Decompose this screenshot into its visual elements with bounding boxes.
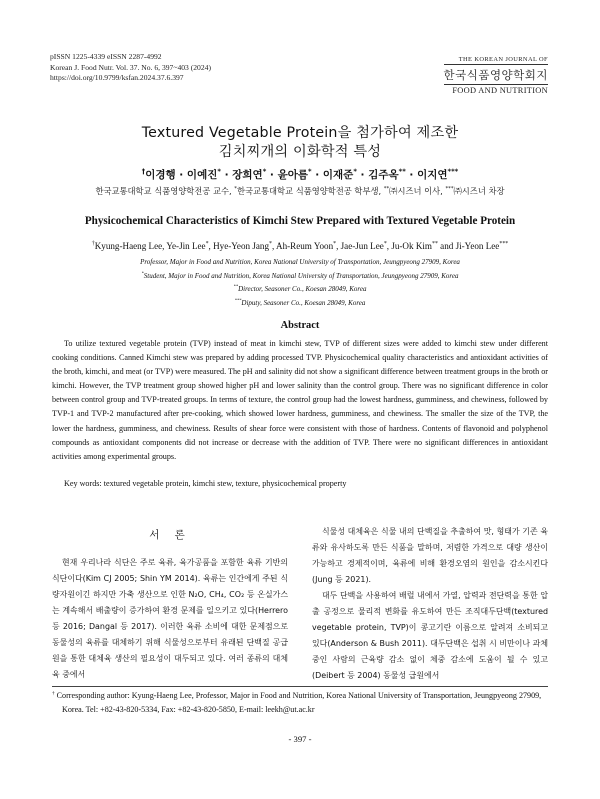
paper-title-en: Physicochemical Characteristics of Kimchi Stew Prepared with Textured Vegetable Protein [84, 215, 516, 227]
keywords: Key words: textured vegetable protein, kimchi stew, texture, physicochemical property [64, 479, 347, 488]
journal-logo [444, 56, 548, 95]
author-mark: *** [447, 167, 459, 176]
paper-title-ko [0, 124, 600, 162]
author-name: and Ji-Yeon Lee [437, 241, 500, 251]
author-name: · 김주옥 [356, 169, 399, 181]
intro-left-column [52, 555, 288, 683]
affil-mark: * [141, 270, 144, 276]
affil-en-line [0, 270, 600, 284]
author-names: Kyung-Haeng Lee, Ye-Jin Lee [94, 241, 206, 251]
affil-en-line [0, 283, 600, 297]
page-number: - 397 - [288, 734, 312, 744]
affil-mark: ** [233, 283, 239, 289]
affil-mark: * [234, 186, 237, 193]
footnote-text: Corresponding author: Kyung-Haeng Lee, Professor, Major in Food and Nutrition, Korea National University of Transportation, Jeungpyeong 27909, Korea. Tel: +82-43-820-5334, Fax: +82-43-820-5850, E-mail: leekh@ut.ac.kr [56, 691, 542, 714]
abstract-heading: Abstract [280, 320, 320, 331]
author-name: · 윤아름 [266, 169, 308, 181]
affil-text: Diputy, Seasoner Co., Koesan 28049, Korea [241, 298, 366, 307]
journal-name-en: THE KOREAN JOURNAL OF [444, 56, 548, 65]
affiliations-en [0, 256, 600, 310]
author-mark: * [383, 240, 387, 247]
abstract-body: To utilize textured vegetable protein (TVP) instead of meat in kimchi stew, TVP of different sizes were added to kimchi stew under different cooking conditions. Canned Kimchi stew was prepared by adding processed TVP. Physicochemical quality characteristics and antioxidant activities of the broth, kimchi, and meat (or TVP) were measured. The pH and salinity did not show a significant difference between treatment groups in the broth or kimchi. However, the TVP treatment group showed higher pH and lower salinity than the control group. There was no significant difference in color between control group and TVP-treated groups. In terms of texture, the control group had the lowest hardness, gumminess, and chewiness, followed by TVP-1 and TVP-2 manufactured after pre-cooking, which showed lower hardness, gumminess, and chewiness. The smaller the size of the TVP, the lower the hardness, gumminess, and chewiness. Results of shear force were consistent with those of hardness. Contents of flavonoid and polyphenol compounds as antioxidant components did not increase or decrease with the addition of TVP. There were no significant differences in antioxidant activities among experimental groups. [52, 339, 548, 461]
journal-name-ko: 한국식품영양학회지 [443, 68, 548, 82]
authors-ko [0, 167, 600, 182]
footnote-divider [52, 686, 548, 687]
affil-text: Director, Seasoner Co., Koesan 28049, Korea [238, 285, 367, 293]
citation-line: Korean J. Food Nutr. Vol. 37. No. 6, 397~403 (2024) [50, 62, 211, 72]
author-mark: † [141, 167, 146, 176]
affil-en-line [0, 297, 600, 311]
author-mark: * [205, 240, 209, 247]
journal-subtitle-en: FOOD AND NUTRITION [444, 84, 548, 95]
author-mark: * [217, 167, 221, 176]
affil-mark: *** [445, 186, 454, 193]
journal-info [50, 52, 211, 84]
affiliations-ko [0, 185, 600, 197]
author-name: , Ah-Reum Yoon [271, 241, 334, 251]
affil-text: ㈜시즈너 이사, [389, 186, 446, 196]
affil-text: 한국교통대학교 식품영양학전공 교수, [95, 186, 235, 196]
title-ko-line2: 김치찌개의 이화학적 특성 [218, 144, 382, 160]
author-name: · 이재준 [311, 169, 354, 181]
issn-line: pISSN 1225-4339 eISSN 2287-4992 [50, 52, 162, 61]
paragraph: 대두 단백을 사용하여 배럴 내에서 가열, 압력과 전단력을 통한 압출 공정으로 물리적 변화를 유도하여 만든 조직대두단백(textured vegetable protein, TVP)이 콩고기란 이름으로 알려져 소비되고 있다(Anderson & Bush 2011). 대두단백은 섭취 시 비만이나 과체중인 사람의 근육량 감소 없이 체중 감소에 도움이 될 수 있고(Deibert 등 2004) 동물성 급원에서 [312, 591, 548, 680]
affil-text: 한국교통대학교 식품영양학전공 학부생, [236, 186, 384, 196]
title-ko-line1: Textured Vegetable Protein을 첨가하여 제조한 [141, 125, 459, 141]
author-mark: * [262, 167, 267, 176]
author-mark: * [308, 167, 312, 176]
doi-link[interactable]: https://doi.org/10.9799/ksfan.2024.37.6.397 [50, 73, 184, 83]
affil-mark: *** [234, 297, 242, 303]
affil-mark: ** [383, 186, 390, 193]
author-name: , Ju-Ok Kim [386, 241, 432, 251]
author-name: · 이지연 [405, 169, 448, 181]
affil-text: ㈜시즈너 차장 [453, 186, 505, 196]
paragraph: 식물성 대체육은 식물 내의 단백질을 추출하여 맛, 형태가 기존 육류와 유사하도록 만든 식품을 말하며, 저렴한 가격으로 대량 생산이 가능하고 경제적이며, 육류에 비해 환경오염의 원인을 감소시킨다(Jung 등 2021). [312, 527, 548, 584]
section-heading-intro: 서 론 [149, 529, 191, 541]
footnote-mark: † [52, 690, 55, 697]
intro-right-column [312, 524, 548, 684]
author-mark: * [269, 240, 272, 247]
author-mark: † [91, 240, 95, 247]
authors-en [0, 241, 600, 251]
author-mark: *** [499, 240, 509, 247]
paragraph: 현재 우리나라 식단은 주로 육류, 육가공품을 포함한 육류 기반의 식단이다(Kim CJ 2005; Shin YM 2014). 육류는 인간에게 주된 식량자원이긴 하지만 가축 생산으로 인한 N₂O, CH₄, CO₂ 등 온실가스는 계속해서 배출량이 증가하여 환경 문제를 일으키고 있다(Herrero 등 2016; Dangal 등 2017). 이러한 육류 소비에 대한 문제점으로 동물성의 육류를 대체하기 위해 식물성으로부터 유래된 단백질 공급원을 통한 대체육 생산의 필요성이 대두되고 있다. 여러 종류의 대체육 중에서 [52, 558, 288, 679]
author-mark: ** [431, 240, 438, 247]
author-name: , Jae-Jun Lee [336, 241, 384, 251]
author-names: 이경행 · 이예진 [145, 169, 218, 181]
corresponding-author-note [52, 689, 548, 716]
author-name: , Hye-Yeon Jang [208, 241, 270, 251]
author-mark: * [353, 167, 357, 176]
author-mark: * [333, 240, 337, 247]
affil-text: Student, Major in Food and Nutrition, Korea National University of Transportation, Jeungpyeong 27909, Korea [143, 271, 459, 280]
author-name: · 장희연 [220, 169, 263, 181]
affil-en-line: Professor, Major in Food and Nutrition, Korea National University of Transportation, Jeungpyeong 27909, Korea [140, 258, 460, 266]
author-mark: ** [398, 167, 406, 176]
